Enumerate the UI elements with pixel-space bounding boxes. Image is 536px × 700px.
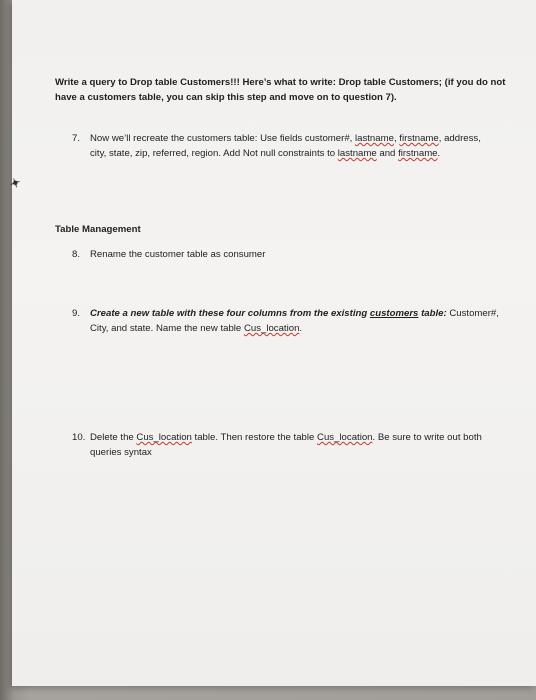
q7-sep1: , xyxy=(393,133,400,144)
question-7-text xyxy=(90,131,500,161)
q10-table-2: Cus_location xyxy=(317,432,373,443)
q7-line2a: city, state, zip, referred, region. Add Not null constraints to xyxy=(90,148,338,159)
intro-line-2: have a customers table, you can skip this step and move on to question 7). xyxy=(55,92,397,103)
pen-mark-icon: ✦ xyxy=(7,174,24,192)
q7-firstname-2: firstname xyxy=(398,148,438,159)
q7-period: . xyxy=(437,148,441,159)
q7-part1: Now we’ll recreate the customers table: Use fields customer#, xyxy=(90,133,355,144)
intro-line-1: Write a query to Drop table Customers!!! Here’s what to write: Drop table Customers; (if you do not xyxy=(55,77,506,88)
q10-b: table. Then restore the table xyxy=(191,432,318,443)
q10-table-1: Cus_location xyxy=(136,432,192,443)
q10-a: Delete the xyxy=(90,432,137,443)
q9-em-text: Create a new table with these four columns from the existing xyxy=(90,308,370,319)
question-8-number: 8. xyxy=(72,249,81,260)
q9-rest1: Customer#, xyxy=(446,308,499,319)
question-10-number: 10. xyxy=(72,432,86,443)
question-8-text: Rename the customer table as consumer xyxy=(90,249,266,260)
q7-firstname: firstname xyxy=(399,133,439,144)
q9-table-name: Cus_location xyxy=(243,323,300,334)
question-10-text xyxy=(90,430,500,460)
q10-c: . Be sure to write out both xyxy=(372,432,482,443)
question-7-number: 7. xyxy=(72,133,81,144)
intro-instruction xyxy=(55,75,515,105)
question-9-text xyxy=(90,306,500,336)
q9-customers-word: customers xyxy=(369,308,419,319)
q7-and: and xyxy=(376,148,399,159)
q10-line2: queries syntax xyxy=(90,447,152,458)
q7-lastname: lastname xyxy=(355,133,394,144)
q7-lastname-2: lastname xyxy=(337,148,377,159)
q9-line2a: City, and state. Name the new table xyxy=(90,323,244,334)
q7-part2: , address, xyxy=(438,133,481,144)
q9-em-tail: table: xyxy=(418,308,447,319)
question-9-number: 9. xyxy=(72,308,81,319)
section-heading: Table Management xyxy=(55,224,141,235)
q9-period: . xyxy=(299,323,303,334)
